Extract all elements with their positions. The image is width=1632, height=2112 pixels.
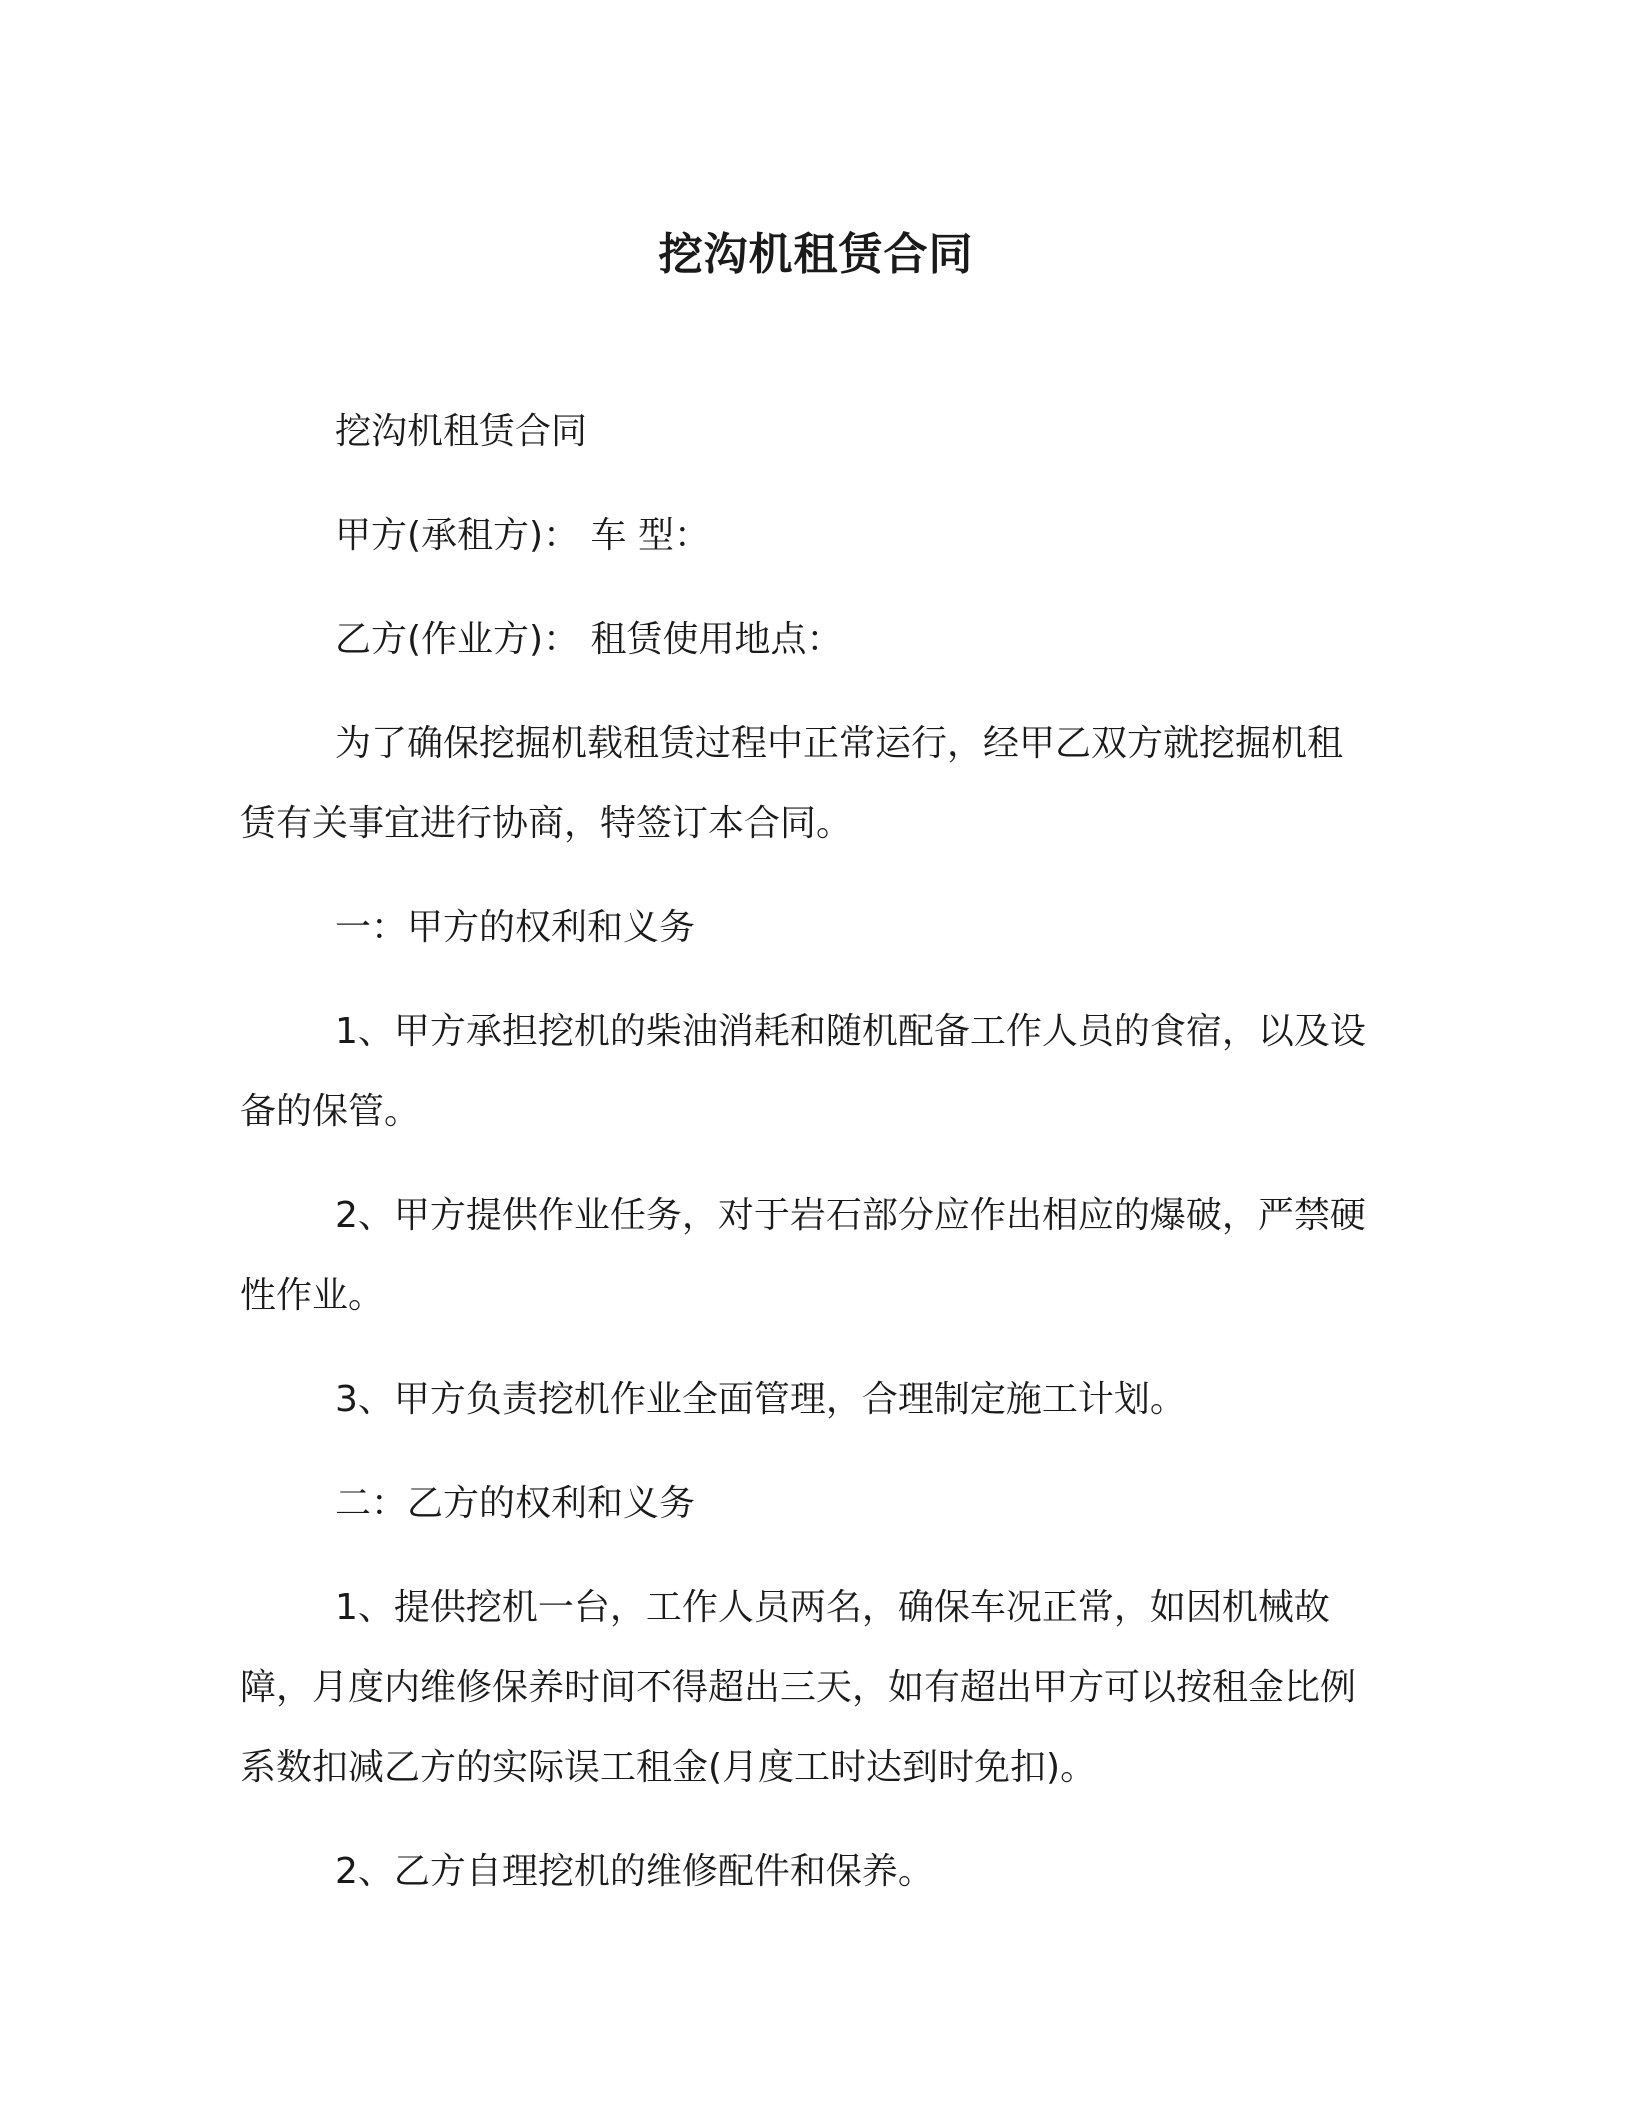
paragraph-heading: 挖沟机租赁合同 — [335, 411, 588, 452]
section-heading-party-a: 一：甲方的权利和义务 — [335, 907, 696, 948]
clause-b-2: 2、乙方自理挖机的维修配件和保养。 — [335, 1851, 934, 1892]
paragraph-party-b: 乙方(作业方)： 租赁使用地点： — [335, 619, 843, 660]
paragraph-preamble: 为了确保挖掘机载租赁过程中正常运行，经甲乙双方就挖掘机租赁有关事宜进行协商，特签订本合同。 — [240, 723, 1344, 844]
section-heading-party-b: 二：乙方的权利和义务 — [335, 1483, 696, 1524]
paragraph-party-a: 甲方(承租方)： 车 型： — [335, 515, 710, 556]
document-body — [240, 392, 1370, 1936]
clause-a-2: 2、甲方提供作业任务，对于岩石部分应作出相应的爆破，严禁硬性作业。 — [240, 1195, 1366, 1316]
clause-a-1: 1、甲方承担挖机的柴油消耗和随机配备工作人员的食宿，以及设备的保管。 — [240, 1011, 1366, 1132]
document-title: 挖沟机租赁合同 — [658, 229, 974, 280]
clause-a-3: 3、甲方负责挖机作业全面管理，合理制定施工计划。 — [335, 1379, 1186, 1420]
clause-b-1: 1、提供挖机一台，工作人员两名，确保车况正常，如因机械故障，月度内维修保养时间不得超出三天，如有超出甲方可以按租金比例系数扣减乙方的实际误工租金(月度工时达到时免扣)。 — [240, 1587, 1357, 1788]
